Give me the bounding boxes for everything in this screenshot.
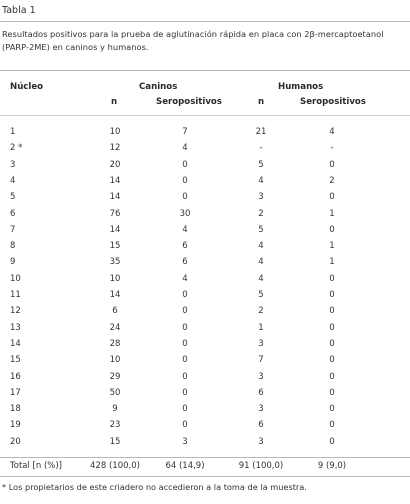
cell-caninos-seropositivos: 0 [182, 355, 188, 366]
cell-caninos-n: 28 [109, 338, 121, 349]
cell-caninos-n: 76 [109, 208, 121, 219]
cell-humanos-seropositivos: 0 [329, 322, 335, 333]
cell-nucleo: 20 [10, 436, 21, 447]
cell-caninos-seropositivos: 0 [182, 322, 188, 333]
cell-nucleo: 12 [10, 306, 21, 317]
cell-humanos-n: 4 [258, 175, 264, 186]
cell-humanos-n: 3 [258, 436, 264, 447]
cell-caninos-seropositivos: 0 [182, 192, 188, 203]
cell-nucleo: 14 [10, 338, 21, 349]
cell-humanos-n: 1 [258, 322, 264, 333]
table-label: Tabla 1 [2, 5, 36, 16]
cell-caninos-n: 9 [112, 404, 118, 415]
cell-humanos-n: 2 [258, 306, 264, 317]
cell-humanos-seropositivos: 0 [329, 338, 335, 349]
cell-caninos-n: 20 [109, 159, 121, 170]
caption-rule [0, 70, 410, 71]
cell-caninos-seropositivos: 0 [182, 371, 188, 382]
cell-caninos-n: 14 [109, 192, 121, 203]
cell-caninos-seropositivos: 4 [182, 143, 188, 154]
cell-humanos-n: - [259, 143, 263, 154]
cell-caninos-n: 14 [109, 224, 121, 235]
cell-caninos-n: 14 [109, 290, 121, 300]
cell-humanos-seropositivos: 0 [329, 436, 335, 447]
footnote-rule [0, 476, 410, 477]
cell-nucleo: 6 [10, 208, 16, 219]
cell-caninos-seropositivos: 4 [182, 273, 188, 284]
header-caninos-seropositivos: Seropositivos [156, 97, 222, 107]
cell-caninos-n: 10 [109, 127, 121, 137]
cell-humanos-n: 5 [258, 290, 264, 300]
cell-caninos-seropositivos: 0 [182, 338, 188, 349]
cell-nucleo: 9 [10, 257, 16, 268]
header-rule [0, 115, 410, 116]
cell-caninos-n: 15 [109, 241, 121, 252]
cell-nucleo: 7 [10, 224, 16, 235]
cell-humanos-n: 3 [258, 338, 264, 349]
cell-caninos-seropositivos: 0 [182, 420, 188, 431]
cell-humanos-seropositivos: 1 [329, 208, 335, 219]
cell-caninos-n: 35 [109, 257, 121, 268]
cell-humanos-seropositivos: 0 [329, 355, 335, 366]
cell-nucleo: 17 [10, 387, 21, 398]
cell-caninos-seropositivos: 4 [182, 224, 188, 235]
cell-caninos-seropositivos: 6 [182, 241, 188, 252]
total-humanos-seropositivos: 9 (9,0) [317, 461, 347, 471]
cell-nucleo: 1 [10, 127, 16, 137]
cell-caninos-seropositivos: 0 [182, 159, 188, 170]
cell-humanos-seropositivos: 0 [329, 224, 335, 235]
table-caption: Resultados positivos para la prueba de aglutinación rápida en placa con 2β-mercaptoetanol (PARP-2ME) en caninos y humanos. [2, 29, 384, 52]
cell-humanos-n: 7 [258, 355, 264, 366]
cell-humanos-n: 5 [258, 224, 264, 235]
header-humanos-n: n [257, 97, 265, 107]
cell-caninos-n: 6 [112, 306, 118, 317]
cell-humanos-seropositivos: 0 [329, 420, 335, 431]
cell-humanos-n: 5 [258, 159, 264, 170]
cell-caninos-seropositivos: 0 [182, 290, 188, 300]
total-caninos-n: 428 (100,0) [90, 461, 140, 471]
cell-humanos-n: 6 [258, 420, 264, 431]
header-caninos: Caninos [139, 82, 178, 92]
cell-humanos-n: 21 [255, 127, 267, 137]
cell-caninos-n: 24 [109, 322, 121, 333]
cell-caninos-n: 29 [109, 371, 121, 382]
total-caninos-seropositivos: 64 (14,9) [165, 461, 205, 471]
cell-caninos-n: 15 [109, 436, 121, 447]
cell-humanos-n: 4 [258, 241, 264, 252]
cell-nucleo: 3 [10, 159, 16, 170]
cell-nucleo: 18 [10, 404, 21, 415]
cell-humanos-seropositivos: 4 [329, 127, 335, 137]
cell-humanos-n: 3 [258, 192, 264, 203]
cell-humanos-seropositivos: 1 [329, 257, 335, 268]
cell-nucleo: 11 [10, 290, 21, 300]
cell-humanos-seropositivos: 0 [329, 371, 335, 382]
total-humanos-n: 91 (100,0) [238, 461, 284, 471]
cell-humanos-seropositivos: 2 [329, 175, 335, 186]
header-humanos: Humanos [278, 82, 324, 92]
cell-humanos-seropositivos: 0 [329, 192, 335, 203]
cell-nucleo: 5 [10, 192, 16, 203]
cell-caninos-seropositivos: 3 [182, 436, 188, 447]
total-rule [0, 457, 410, 458]
header-nucleo: Núcleo [10, 82, 44, 92]
cell-nucleo: 8 [10, 241, 16, 252]
total-label: Total [n (%)] [10, 461, 62, 471]
cell-caninos-n: 14 [109, 175, 121, 186]
cell-nucleo: 13 [10, 322, 21, 333]
cell-humanos-seropositivos: 0 [329, 404, 335, 415]
header-humanos-seropositivos: Seropositivos [300, 97, 366, 107]
cell-caninos-seropositivos: 0 [182, 387, 188, 398]
cell-humanos-seropositivos: 0 [329, 273, 335, 284]
cell-nucleo: 15 [10, 355, 21, 366]
cell-nucleo: 4 [10, 175, 16, 186]
header-caninos-n: n [110, 97, 118, 107]
cell-caninos-n: 10 [109, 273, 121, 284]
cell-caninos-seropositivos: 0 [182, 175, 188, 186]
footnote: * Los propietarios de este criadero no accedieron a la toma de la muestra. [2, 482, 307, 492]
cell-humanos-seropositivos: 0 [329, 159, 335, 170]
cell-humanos-n: 2 [258, 208, 264, 219]
cell-caninos-seropositivos: 7 [182, 127, 188, 137]
cell-caninos-seropositivos: 30 [179, 208, 191, 219]
cell-nucleo: 2 * [10, 143, 23, 154]
cell-humanos-n: 3 [258, 404, 264, 415]
cell-caninos-n: 50 [109, 387, 121, 398]
cell-nucleo: 16 [10, 371, 21, 382]
cell-nucleo: 19 [10, 420, 21, 431]
cell-humanos-seropositivos: 0 [329, 306, 335, 317]
cell-humanos-n: 4 [258, 257, 264, 268]
cell-nucleo: 10 [10, 273, 21, 284]
cell-caninos-n: 10 [109, 355, 121, 366]
cell-humanos-seropositivos: 0 [329, 387, 335, 398]
cell-humanos-n: 6 [258, 387, 264, 398]
cell-caninos-seropositivos: 0 [182, 306, 188, 317]
cell-humanos-n: 4 [258, 273, 264, 284]
cell-caninos-seropositivos: 0 [182, 404, 188, 415]
cell-caninos-n: 23 [109, 420, 121, 431]
cell-humanos-n: 3 [258, 371, 264, 382]
cell-humanos-seropositivos: 0 [329, 290, 335, 300]
top-rule [0, 21, 410, 22]
cell-caninos-seropositivos: 6 [182, 257, 188, 268]
cell-humanos-seropositivos: - [330, 143, 334, 154]
cell-caninos-n: 12 [109, 143, 121, 154]
cell-humanos-seropositivos: 1 [329, 241, 335, 252]
